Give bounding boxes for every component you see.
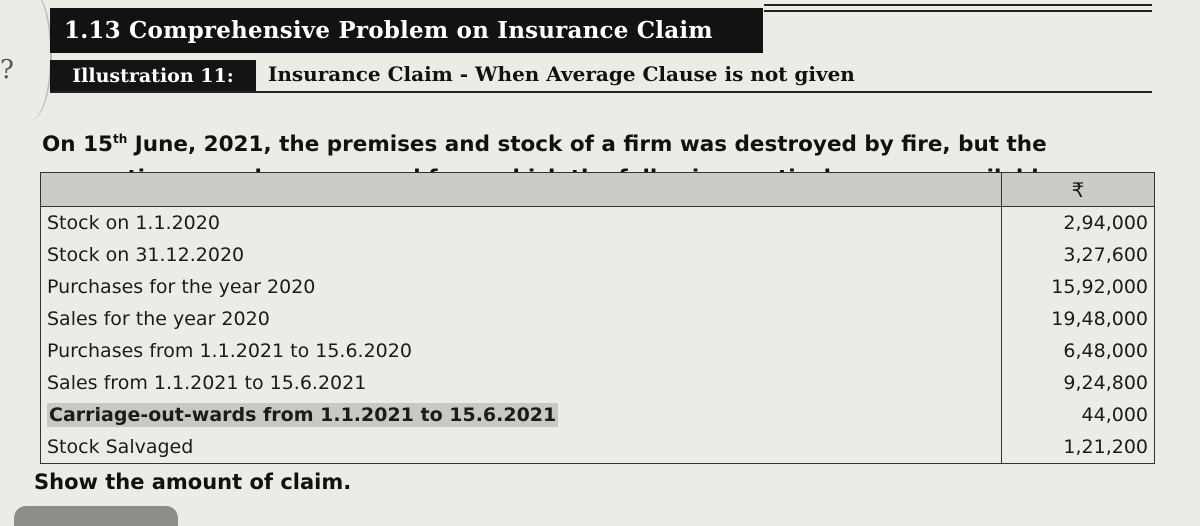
intro-text-rest: June, 2021, the premises and stock of a firm was destroyed by fire, but the (134, 131, 1047, 157)
header-double-rule (764, 4, 1152, 12)
illustration-heading-row (50, 60, 1152, 93)
particulars-header-cell (41, 173, 1002, 207)
row-label-cell (41, 207, 1002, 240)
handwritten-question-mark: ? (0, 55, 14, 85)
table-body (41, 207, 1155, 464)
table-row (41, 399, 1155, 431)
row-label-cell (41, 399, 1002, 431)
intro-text-start: On 15 (42, 131, 113, 157)
row-label: Stock Salvaged (47, 436, 194, 458)
row-label: Stock on 31.12.2020 (47, 244, 245, 266)
row-amount: 1,21,200 (1002, 431, 1155, 464)
row-label: Purchases for the year 2020 (47, 276, 316, 298)
row-label-cell (41, 271, 1002, 303)
page-edge-tab-decoration (14, 506, 178, 526)
row-label-cell (41, 335, 1002, 367)
row-amount: 3,27,600 (1002, 239, 1155, 271)
row-amount: 19,48,000 (1002, 303, 1155, 335)
table-row (41, 335, 1155, 367)
table-row (41, 367, 1155, 399)
margin-bracket-decoration (10, 0, 52, 120)
row-amount: 2,94,000 (1002, 207, 1155, 240)
illustration-label-box (50, 60, 256, 91)
row-label: Stock on 1.1.2020 (47, 212, 220, 234)
row-amount: 44,000 (1002, 399, 1155, 431)
rupee-symbol: ₹ (1071, 177, 1085, 202)
illustration-title: Insurance Claim - When Average Clause is not given (268, 62, 855, 86)
table-row (41, 207, 1155, 240)
intro-superscript: th (113, 131, 128, 146)
row-label-cell (41, 431, 1002, 464)
row-label: Purchases from 1.1.2021 to 15.6.2020 (47, 340, 412, 362)
table-row (41, 431, 1155, 464)
table-row (41, 271, 1155, 303)
question-prompt: Show the amount of claim. (34, 470, 352, 494)
section-title: 1.13 Comprehensive Problem on Insurance Claim (64, 17, 713, 44)
particulars-table (40, 172, 1155, 464)
row-label-cell (41, 367, 1002, 399)
row-label: Carriage-out-wards from 1.1.2021 to 15.6.2021 (49, 404, 557, 426)
row-amount: 6,48,000 (1002, 335, 1155, 367)
illustration-label: Illustration 11: (72, 64, 234, 87)
row-amount: 9,24,800 (1002, 367, 1155, 399)
row-label-cell (41, 239, 1002, 271)
row-label-cell (41, 303, 1002, 335)
table-row (41, 239, 1155, 271)
row-label: Sales from 1.1.2021 to 15.6.2021 (47, 372, 367, 394)
row-amount: 15,92,000 (1002, 271, 1155, 303)
table-header-row (41, 173, 1155, 207)
table-row (41, 303, 1155, 335)
amount-header-cell (1002, 173, 1155, 207)
row-label: Sales for the year 2020 (47, 308, 270, 330)
section-heading (50, 8, 763, 53)
